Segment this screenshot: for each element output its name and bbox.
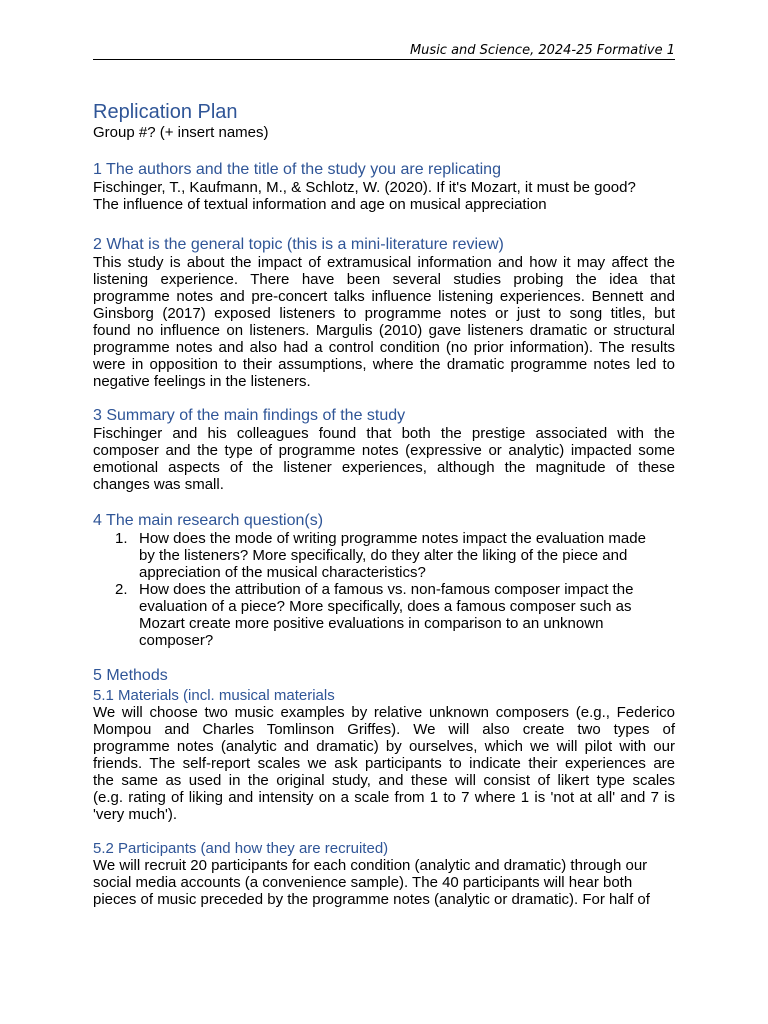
section-5-1	[93, 687, 675, 823]
section-5-2	[93, 840, 675, 908]
research-question-list	[93, 530, 675, 649]
body-line: This study is about the impact of extramusical information and how it may affect the	[93, 254, 675, 271]
section-1-body	[93, 179, 675, 213]
body-line: pieces of music preceded by the programme notes (analytic or dramatic). For half of	[93, 891, 650, 908]
list-item	[93, 530, 675, 581]
body-line: Mompou and Charles Tomlinson Griffes). We will also create two types of	[93, 721, 675, 738]
list-line: appreciation of the musical characteristics?	[139, 564, 426, 581]
section-5-2-heading: 5.2 Participants (and how they are recruited)	[93, 840, 389, 857]
list-line: evaluation of a piece? More specifically, does a famous composer such as	[139, 598, 632, 615]
body-line: were in opposition to their assumptions, where the dramatic programme notes led to	[93, 356, 675, 373]
list-line: by the listeners? More specifically, do they alter the liking of the piece and	[139, 547, 628, 564]
body-line: changes was small.	[93, 476, 224, 493]
section-5-1-body	[93, 704, 675, 823]
section-5	[93, 667, 675, 685]
body-line: programme notes (analytic and dramatic) by ourselves, which we will pilot with our	[93, 738, 675, 755]
section-3	[93, 407, 675, 493]
list-number: 2.	[115, 581, 128, 598]
body-line: social media accounts (a convenience sample). The 40 participants will hear both	[93, 874, 633, 891]
body-line: the same as used in the original study, and these will consist of likert type scales	[93, 772, 675, 789]
section-2-body	[93, 254, 675, 390]
body-line: friends. The self-report scales we ask participants to indicate their experiences are	[93, 755, 675, 772]
body-line: We will choose two music examples by relative unknown composers (e.g., Federico	[93, 704, 675, 721]
group-names: Group #? (+ insert names)	[93, 124, 269, 141]
section-5-heading: 5 Methods	[93, 667, 168, 684]
body-line: Ginsborg (2017) exposed listeners to programme notes or just to song titles, but	[93, 305, 675, 322]
body-line: emotional aspects of the listener experiences, although the magnitude of these	[93, 459, 675, 476]
body-line: listening experience. There have been several studies probing the idea that	[93, 271, 675, 288]
section-1	[93, 161, 675, 213]
body-line: (e.g. rating of liking and intensity on a scale from 1 to 7 where 1 is 'not at all' and 7 is	[93, 789, 675, 806]
section-2-heading: 2 What is the general topic (this is a mini-literature review)	[93, 236, 504, 253]
section-2	[93, 236, 675, 390]
body-line: programme notes and also had a control condition (no prior information). The results	[93, 339, 675, 356]
document-title: Replication Plan	[93, 101, 238, 123]
body-line: programme notes and pre-concert talks influence listening experiences. Bennett and	[93, 288, 675, 305]
body-line: The influence of textual information and age on musical appreciation	[93, 196, 547, 213]
list-line: composer?	[139, 632, 214, 649]
body-line: found no influence on listeners. Margulis (2010) gave listeners dramatic or structural	[93, 322, 675, 339]
body-line: negative feelings in the listeners.	[93, 373, 311, 390]
list-line: Mozart create more positive evaluations in comparison to an unknown	[139, 615, 604, 632]
section-3-heading: 3 Summary of the main findings of the study	[93, 407, 406, 424]
body-line: Fischinger, T., Kaufmann, M., & Schlotz, W. (2020). If it's Mozart, it must be good?	[93, 179, 636, 196]
section-5-1-heading: 5.1 Materials (incl. musical materials	[93, 687, 335, 704]
section-3-body	[93, 425, 675, 493]
list-line: How does the mode of writing programme notes impact the evaluation made	[139, 530, 646, 547]
body-line: We will recruit 20 participants for each condition (analytic and dramatic) through our	[93, 857, 648, 874]
list-line: How does the attribution of a famous vs. non-famous composer impact the	[139, 581, 634, 598]
list-item	[93, 581, 675, 649]
section-5-2-body	[93, 857, 675, 908]
running-header: Music and Science, 2024-25 Formative 1	[93, 43, 675, 60]
body-line: composer and the type of programme notes (expressive or analytic) impacted some	[93, 442, 675, 459]
section-1-heading: 1 The authors and the title of the study you are replicating	[93, 161, 501, 178]
list-number: 1.	[115, 530, 128, 547]
section-4-heading: 4 The main research question(s)	[93, 512, 324, 529]
section-4	[93, 512, 675, 649]
body-line: Fischinger and his colleagues found that both the prestige associated with the	[93, 425, 675, 442]
body-line: 'very much').	[93, 806, 178, 823]
